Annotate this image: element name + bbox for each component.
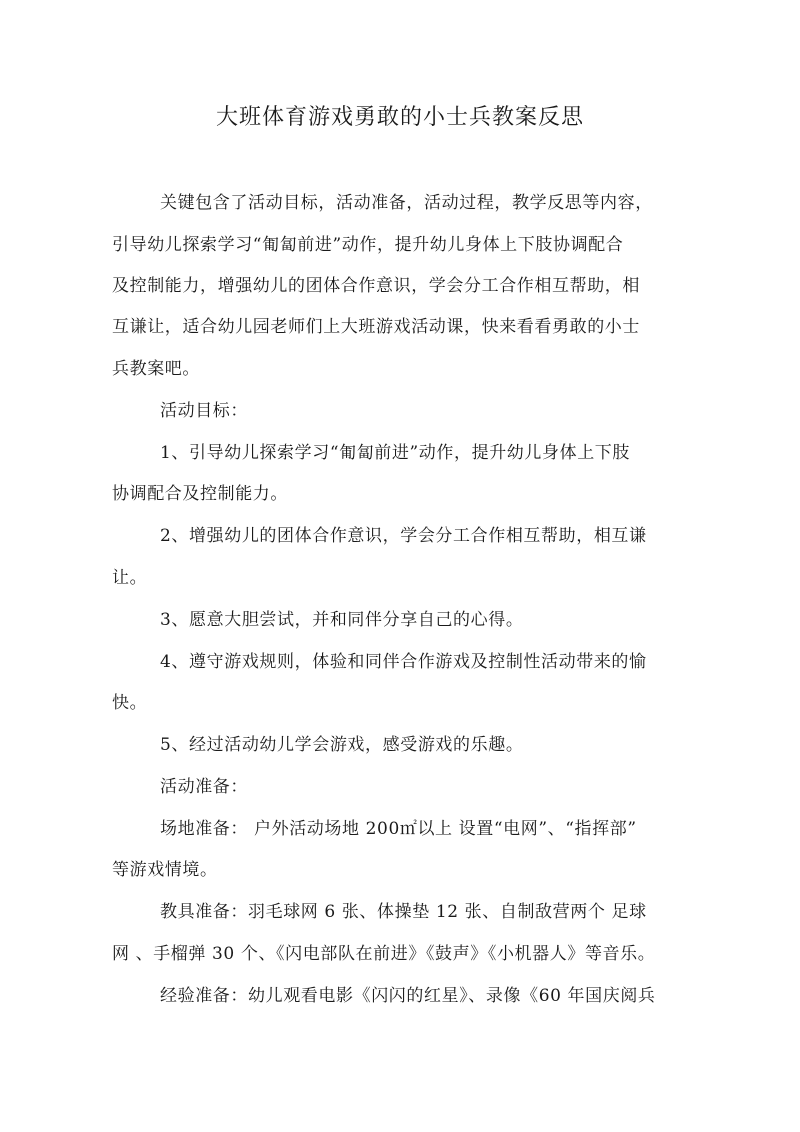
- intro-line: 引导幼儿探索学习“匍匐前进”动作，提升幼儿身体上下肢协调配合: [112, 235, 624, 255]
- goals-heading: 活动目标：: [160, 401, 248, 421]
- intro-line: 关键包含了活动目标，活动准备，活动过程，教学反思等内容，: [160, 193, 653, 213]
- goal-item-5: 5、经过活动幼儿学会游戏，感受游戏的乐趣。: [160, 735, 524, 755]
- goal-item-4-cont: 快。: [112, 693, 148, 713]
- goal-item-2-cont: 让。: [112, 568, 148, 588]
- document-title: 大班体育游戏勇敢的小士兵教案反思: [215, 105, 584, 130]
- prep-heading: 活动准备：: [160, 777, 248, 797]
- goal-item-1: 1、引导幼儿探索学习“匍匐前进”动作，提升幼儿身体上下肢: [160, 443, 630, 463]
- intro-line: 及控制能力，增强幼儿的团体合作意识，学会分工合作相互帮助，相: [112, 276, 640, 296]
- goal-item-4: 4、遵守游戏规则，体验和同伴合作游戏及控制性活动带来的愉: [160, 652, 647, 672]
- venue-prep: 场地准备： 户外活动场地 200㎡以上 设置“电网”、“指挥部”: [160, 819, 637, 839]
- experience-prep: 经验准备：幼儿观看电影《闪闪的红星》、录像《60 年国庆阅兵: [160, 986, 656, 1006]
- equipment-prep: 教具准备：羽毛球网 6 张、体操垫 12 张、自制敌营两个 足球: [160, 902, 647, 922]
- intro-line: 互谦让，适合幼儿园老师们上大班游戏活动课，快来看看勇敢的小士: [112, 317, 640, 337]
- goal-item-2: 2、增强幼儿的团体合作意识，学会分工合作相互帮助，相互谦: [160, 526, 647, 546]
- goal-item-3: 3、愿意大胆尝试，并和同伴分享自己的心得。: [160, 610, 524, 630]
- goal-item-1-cont: 协调配合及控制能力。: [112, 484, 288, 504]
- venue-prep-cont: 等游戏情境。: [112, 860, 218, 880]
- intro-line: 兵教案吧。: [112, 359, 200, 379]
- equipment-prep-cont: 网 、手榴弹 30 个、《闪电部队在前进》《鼓声》《小机器人》等音乐。: [112, 944, 656, 964]
